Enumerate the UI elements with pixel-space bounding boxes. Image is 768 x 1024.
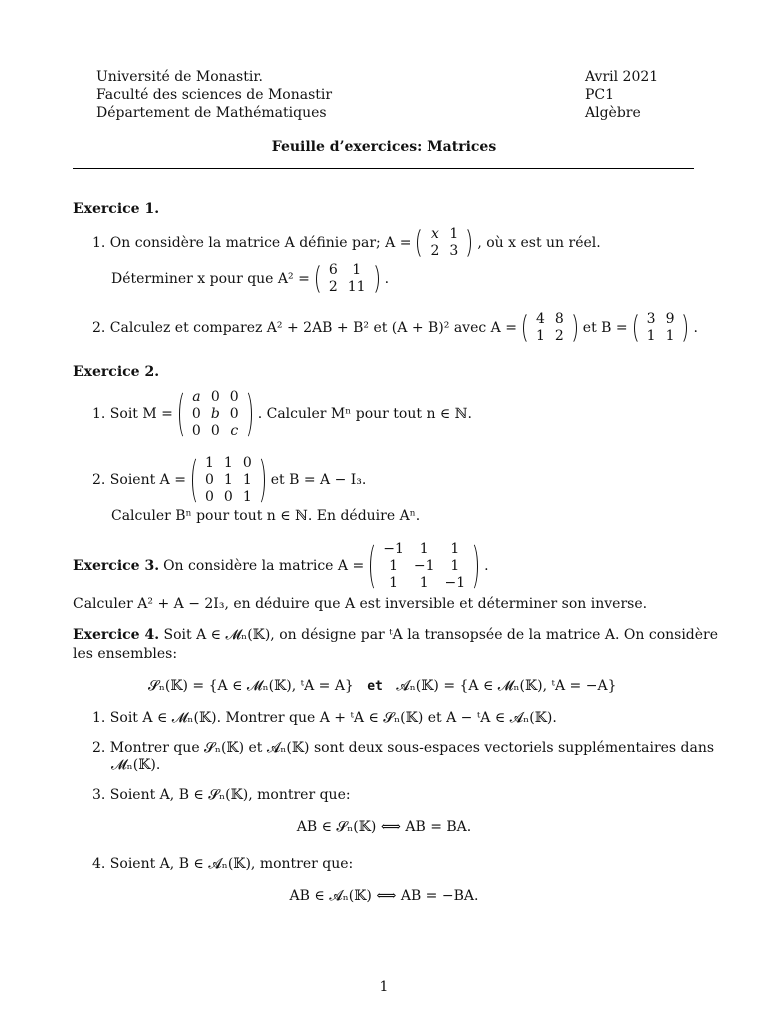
matrix-cell: 1 (450, 557, 460, 574)
matrix-cell: x (430, 226, 439, 242)
matrix-cell: 1 (449, 226, 459, 242)
matrix-cell: 1 (665, 328, 675, 344)
matrix-cell: c (230, 422, 239, 439)
matrix-left-bracket (314, 262, 324, 296)
title-divider (73, 168, 694, 169)
matrix-left-bracket (190, 455, 200, 506)
matrix-left-bracket (177, 389, 187, 440)
matrix-right-bracket (463, 226, 473, 260)
matrix-right-bracket (569, 311, 579, 345)
ex3-text: On considère la matrice A = (163, 557, 365, 574)
header-faculty: Faculté des sciences de Monastir (96, 87, 333, 103)
ex4-sets-definition (148, 677, 616, 696)
matrix-row (200, 455, 257, 472)
exercise-2-question-2 (92, 451, 366, 509)
matrix-row (324, 262, 371, 279)
matrix-cell: 0 (210, 422, 220, 439)
matrix-cell: 1 (204, 454, 214, 471)
page-number: 1 (379, 979, 389, 995)
matrix-entries (187, 389, 244, 440)
matrix-cell: 0 (229, 388, 239, 405)
header-date: Avril 2021 (585, 69, 659, 85)
ex4-question-3-equation: AB ∈ 𝓢ₙ(𝕂) ⟺ AB = BA. (296, 819, 472, 835)
exercise-4-heading: Exercice 4. (73, 627, 160, 643)
exercise-1-heading: Exercice 1. (73, 201, 160, 217)
exercise-1-question-1 (92, 223, 601, 263)
ex2-q2-end: et B = A − I₃. (270, 471, 367, 488)
matrix-cell: 1 (389, 557, 398, 574)
ex4-question-2-line2: 𝓜ₙ(𝕂). (111, 757, 161, 773)
matrix-M (177, 389, 254, 440)
matrix-cell: 1 (352, 262, 362, 278)
matrix-cell: 1 (646, 328, 656, 344)
matrix-cell: 1 (450, 540, 460, 557)
matrix-cell: 0 (191, 405, 201, 422)
matrix-left-bracket (521, 311, 531, 345)
header-class: PC1 (585, 87, 615, 103)
matrix-cell: −1 (413, 557, 435, 574)
matrix-cell: 9 (665, 311, 675, 327)
matrix-row (378, 575, 470, 592)
ex4-question-1: 1. Soit A ∈ 𝓜ₙ(𝕂). Montrer que A + ᵗA ∈ 𝓢ₙ(𝕂) et A − ᵗA ∈ 𝓐ₙ(𝕂). (92, 710, 557, 726)
ex1-q1b-text: Déterminer x pour que A² = (111, 270, 310, 287)
matrix-cell: 1 (242, 471, 252, 488)
set-A-definition: 𝓐ₙ(𝕂) = {A ∈ 𝓜ₙ(𝕂), ᵗA = −A} (396, 678, 617, 694)
matrix-row (378, 541, 470, 558)
ex2-q2-line2: Calculer Bⁿ pour tout n ∈ ℕ. En déduire Aⁿ. (111, 508, 421, 524)
ex3-end: . (484, 557, 489, 574)
matrix-cell: 1 (419, 540, 429, 557)
matrix-cell: −1 (383, 540, 404, 557)
matrix-cell: −1 (444, 574, 466, 591)
header-institution (96, 68, 332, 122)
matrix-A-squared (314, 262, 381, 296)
matrix-cell: 1 (223, 471, 233, 488)
matrix-cell: a (192, 388, 201, 405)
matrix-cell: 2 (554, 328, 564, 344)
matrix-cell: 1 (223, 454, 233, 471)
matrix-A-q2 (521, 311, 579, 345)
matrix-A-ex2 (190, 455, 267, 506)
exercise-2-heading: Exercice 2. (73, 364, 160, 380)
matrix-cell: b (210, 405, 220, 422)
ex4-intro-line1: Soit A ∈ 𝓜ₙ(𝕂), on désigne par ᵗA la transopsée de la matrice A. On considère (163, 627, 719, 643)
matrix-row (200, 472, 257, 489)
exercise-2-question-1 (92, 385, 472, 443)
matrix-cell: 1 (242, 488, 252, 505)
matrix-cell: 0 (229, 405, 239, 422)
matrix-left-bracket (368, 541, 378, 592)
matrix-cell: 0 (191, 422, 201, 439)
ex2-q2-text: 2. Soient A = (92, 471, 186, 488)
header-university: Université de Monastir. (96, 69, 263, 85)
header-subject: Algèbre (585, 105, 641, 121)
ex1-q2-text: 2. Calculez et comparez A² + 2AB + B² et (A + B)² avec A = (92, 319, 517, 336)
matrix-right-bracket (679, 311, 689, 345)
set-and-word: et (367, 679, 383, 694)
exercise-1-question-1b (111, 260, 389, 298)
matrix-entries (200, 455, 257, 506)
matrix-A-ex3 (368, 541, 480, 592)
matrix-left-bracket (415, 226, 425, 260)
matrix-cell: 8 (554, 311, 564, 327)
matrix-B-q2 (632, 311, 690, 345)
page-title: Feuille d’exercices: Matrices (271, 139, 497, 155)
ex1-q1-text: 1. On considère la matrice A définie par; A = (92, 234, 412, 251)
header-department: Département de Mathématiques (96, 105, 327, 121)
matrix-cell: 0 (204, 471, 214, 488)
matrix-cell: 1 (535, 328, 545, 344)
matrix-right-bracket (244, 389, 254, 440)
matrix-cell: 0 (242, 454, 252, 471)
matrix-A-x (415, 226, 473, 260)
ex1-q1-text-end: , où x est un réel. (477, 234, 601, 251)
matrix-cell: 0 (210, 388, 220, 405)
matrix-cell: 6 (328, 262, 338, 278)
ex3-line2: Calculer A² + A − 2I₃, en déduire que A est inversible et déterminer son inverse. (73, 596, 648, 612)
matrix-cell: 1 (389, 574, 398, 591)
matrix-row (187, 389, 244, 406)
exercise-3 (73, 537, 489, 595)
ex4-question-3: 3. Soient A, B ∈ 𝓢ₙ(𝕂), montrer que: (92, 787, 351, 803)
exercise-3-heading: Exercice 3. (73, 557, 160, 574)
ex1-q2-mid: et B = (582, 319, 628, 336)
matrix-row (187, 423, 244, 440)
matrix-row (200, 489, 257, 506)
exercise-1-question-2 (92, 308, 698, 348)
set-S-definition: 𝓢ₙ(𝕂) = {A ∈ 𝓜ₙ(𝕂), ᵗA = A} (148, 678, 354, 694)
exercise-4-intro (73, 626, 718, 644)
matrix-right-bracket (257, 455, 267, 506)
ex4-intro-line2: les ensembles: (73, 646, 178, 662)
ex2-q1-text: 1. Soit M = (92, 405, 173, 422)
ex4-question-4: 4. Soient A, B ∈ 𝓐ₙ(𝕂), montrer que: (92, 856, 354, 872)
matrix-cell: 3 (646, 311, 656, 327)
matrix-row (378, 558, 470, 575)
matrix-entries (378, 541, 470, 592)
matrix-left-bracket (632, 311, 642, 345)
matrix-cell: 11 (347, 279, 366, 295)
matrix-cell: 2 (430, 243, 440, 259)
ex1-q2-end: . (693, 319, 698, 336)
matrix-cell: 2 (328, 279, 338, 295)
matrix-row (324, 279, 371, 296)
ex4-question-2-line1: 2. Montrer que 𝓢ₙ(𝕂) et 𝓐ₙ(𝕂) sont deux sous-espaces vectoriels supplémentaires dans (92, 740, 715, 756)
matrix-cell: 1 (419, 574, 429, 591)
matrix-right-bracket (470, 541, 480, 592)
matrix-row (187, 406, 244, 423)
matrix-right-bracket (371, 262, 381, 296)
matrix-entries (324, 262, 371, 296)
ex2-q1-end: . Calculer Mⁿ pour tout n ∈ ℕ. (257, 405, 472, 422)
ex1-q1b-end: . (384, 270, 390, 287)
matrix-cell: 0 (223, 488, 233, 505)
matrix-cell: 0 (204, 488, 214, 505)
header-course-info (585, 68, 658, 122)
matrix-cell: 4 (535, 311, 545, 327)
ex4-question-4-equation: AB ∈ 𝓐ₙ(𝕂) ⟺ AB = −BA. (289, 888, 479, 904)
matrix-cell: 3 (449, 243, 459, 259)
